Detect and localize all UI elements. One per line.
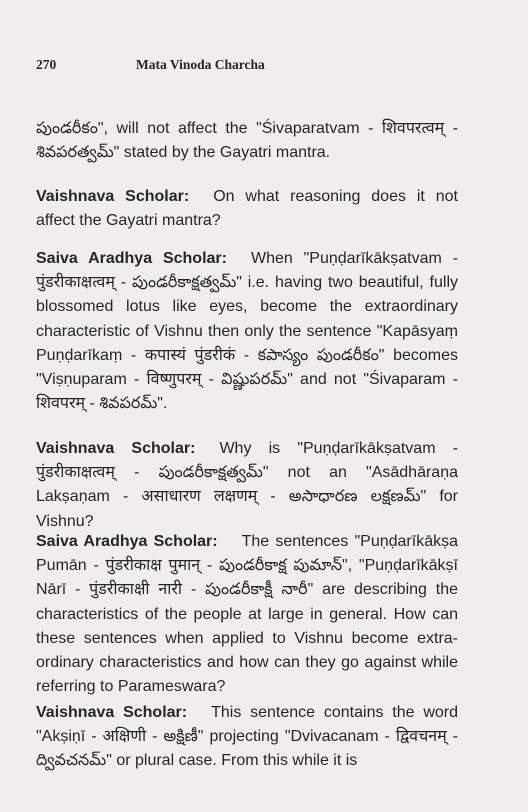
- paragraph-text: This sentence contains the word "Akṣiṇī - अक्षिणी - అక్షిణీ" projecting "Dvivacanam - द्विवचनम् - ద్వివచనమ్" or plural case. From this while it is: [36, 704, 458, 770]
- dialogue-paragraph: [36, 437, 458, 534]
- dialogue-paragraph: [36, 185, 458, 233]
- paragraph-text: Why is "Puṇḍarīkākṣatvam - पुंडरीकाक्षत्वम् - పుండరీకాక్షత్వమ్" not an "Asādhāraṇa Lakṣaṇam - असाधारण लक्षणम् - అసాధారణ లక్షణమ్" for Vishnu?: [36, 440, 459, 530]
- running-title: Mata Vinoda Charcha: [136, 57, 265, 72]
- speaker-label: Vaishnava Scholar:: [36, 704, 188, 721]
- page-number: 270: [36, 57, 57, 72]
- paragraph-text: పుండరీకం", will not affect the "Śivaparatvam - शिवपरत्वम् - శివపరత్వమ్" stated by the Gayatri mantra.: [36, 120, 458, 162]
- speaker-label: Vaishnava Scholar:: [36, 188, 190, 205]
- paragraph-text: The sentences "Puṇḍarīkākṣa Pumān - पुंडरीकाक्ष पुमान् - పుండరీకాక్ష పుమాన్", "Puṇḍarīkākṣī Nārī - पुंडरीकाक्षी नारी - పుండరీకాక్షీ నారీ" are describing the characteristics of the people at large in general. How can these sentences when applied to Vishnu become extra-ordinary characteristics and how can they go against while referring to Parameswara?: [36, 533, 458, 696]
- speaker-label: Saiva Aradhya Scholar:: [36, 533, 218, 550]
- page-header: [36, 57, 496, 77]
- dialogue-paragraph: [36, 701, 458, 774]
- dialogue-paragraph: [36, 247, 458, 416]
- paragraph-text: On what reasoning does it not affect the Gayatri mantra?: [36, 188, 459, 230]
- paragraph-continuation: [36, 117, 458, 165]
- speaker-label: Saiva Aradhya Scholar:: [36, 250, 227, 267]
- speaker-label: Vaishnava Scholar:: [36, 440, 196, 457]
- dialogue-paragraph: [36, 530, 458, 699]
- paragraph-text: When "Puṇḍarīkākṣatvam - पुंडरीकाक्षत्वम् - పుండరీకాక్షత్వమ్" i.e. having two beautiful, fully blossomed lotus like eyes, become the extraordinary characteristic of Vishnu then only the sentence "Kapāsyaṃ Puṇḍarīkaṃ - कपास्यं पुंडरीकं - కపాస్యం పుండరీకం" becomes "Viṣṇuparam - विष्णुपरम् - విష్ణుపరమ్" and not "Śivaparam - शिवपरम् - శివపరమ్".: [36, 250, 458, 413]
